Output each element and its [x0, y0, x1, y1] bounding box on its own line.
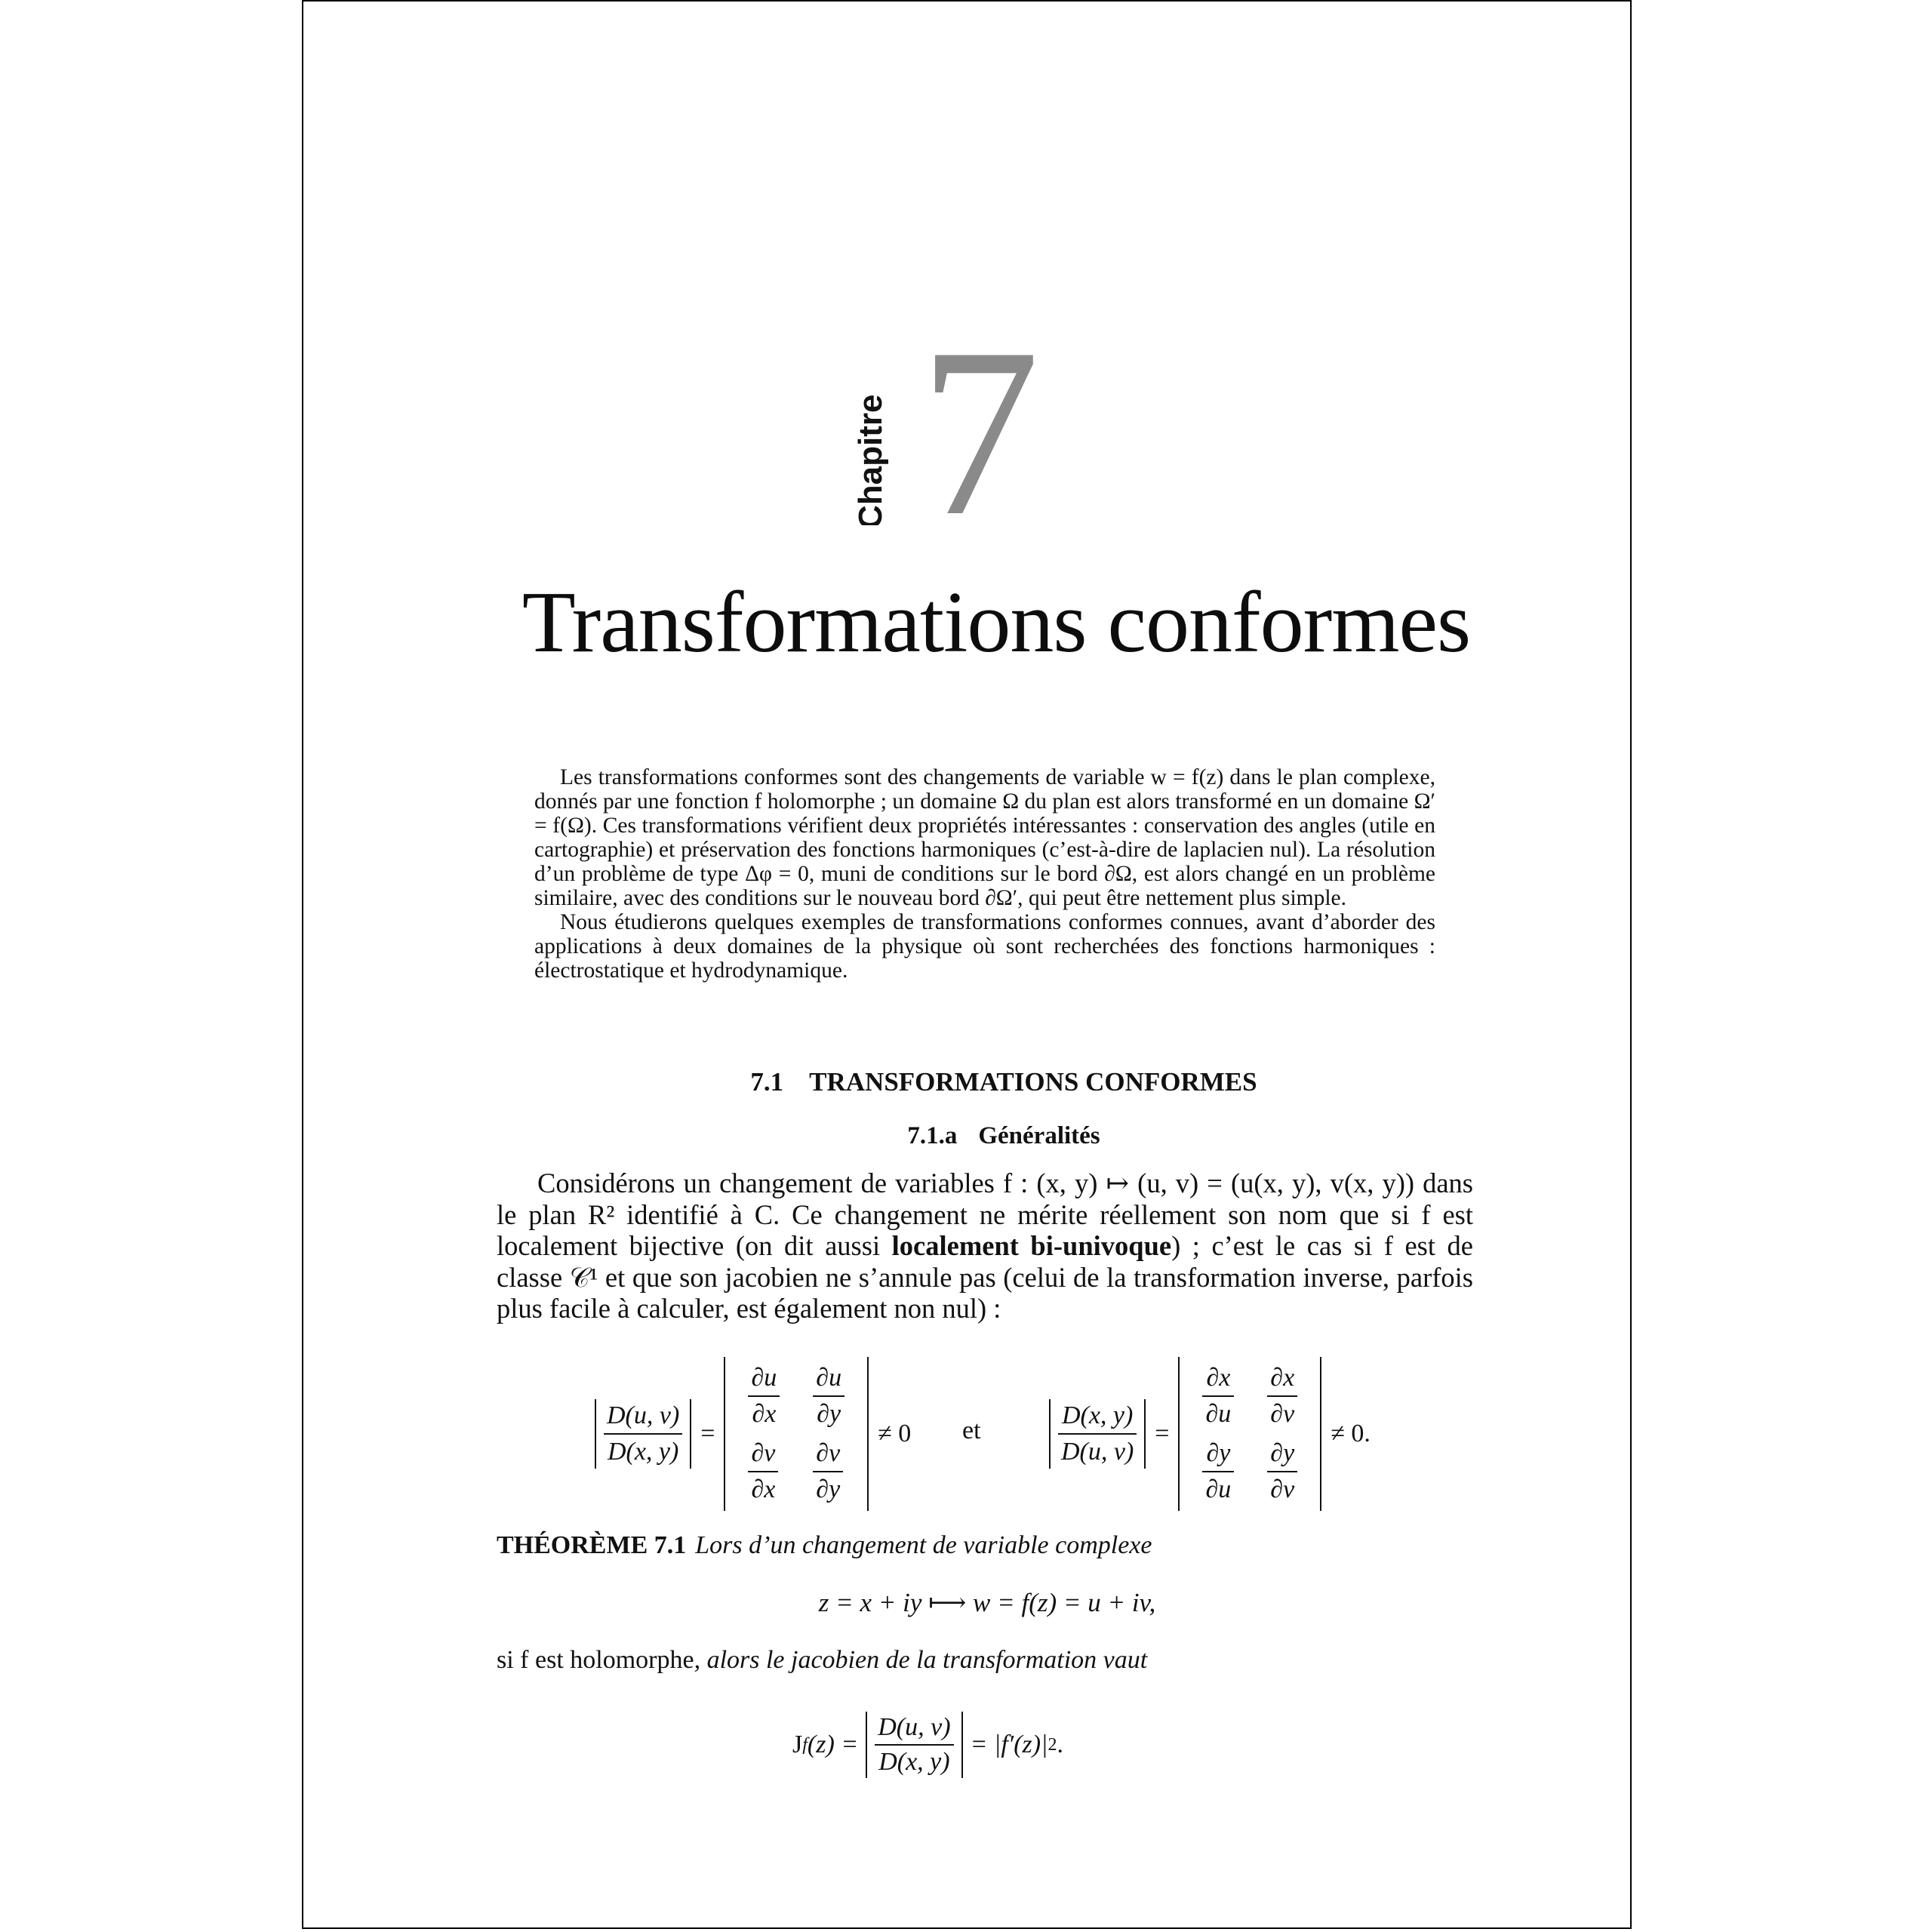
equals-sign: =	[700, 1420, 715, 1447]
jacobian-abs-right	[1049, 1399, 1146, 1469]
chapter-word-text: Chapitre	[852, 394, 889, 525]
not-equal-zero: ≠ 0.	[1331, 1420, 1371, 1447]
jacobian-result-equation	[792, 1700, 1260, 1790]
jacobian-argument: (z) =	[807, 1730, 859, 1758]
body-bold-term: localement bi-univoque	[891, 1230, 1172, 1261]
chapter-number: 7	[919, 299, 1040, 566]
subsection-title: Généralités	[978, 1122, 1100, 1149]
matrix-entry-num: ∂u	[816, 1364, 842, 1392]
section-number: 7.1	[750, 1067, 784, 1097]
jacobian-rhs: = |f′(z)|	[970, 1730, 1048, 1758]
equation-period: .	[1057, 1730, 1063, 1758]
theorem-continuation-italic: , alors le jacobien de la transformation vaut	[694, 1646, 1148, 1674]
matrix-entry-den: ∂v	[1267, 1471, 1297, 1505]
section-heading	[528, 1066, 1479, 1099]
jacobian-equation-right	[1049, 1351, 1371, 1517]
body-text-part-2: ) ; c’est le cas si f est de classe 𝒞¹ et que son jacobien ne s’annule pas (celui de la transformation inverse, parfois plus facile à calculer, est également non nul) :	[497, 1230, 1474, 1324]
matrix-entry-den: ∂u	[1202, 1395, 1234, 1429]
jacobian-equations	[581, 1351, 1457, 1517]
matrix-entry-den: ∂v	[1267, 1395, 1297, 1429]
fraction-numerator: D(u, v)	[878, 1713, 951, 1741]
theorem-statement-text: Lors d’un changement de variable complexe	[695, 1531, 1152, 1559]
jacobian-matrix-right	[1178, 1357, 1321, 1511]
jacobian-fraction-right	[1058, 1401, 1137, 1467]
jacobian-matrix-left	[724, 1357, 869, 1511]
not-equal-zero: ≠ 0	[878, 1420, 912, 1447]
fraction-denominator: D(u, v)	[1058, 1433, 1137, 1467]
matrix-entry-num: ∂v	[816, 1439, 841, 1467]
jacobian-abs	[866, 1712, 962, 1778]
theorem-continuation-plain: si f est holomorphe	[497, 1646, 694, 1674]
theorem-equation: z = x + iy ⟼ w = f(z) = u + iv,	[818, 1588, 1156, 1617]
body-paragraph	[497, 1168, 1473, 1324]
matrix-entry-den: ∂y	[813, 1471, 843, 1505]
matrix-entry-den: ∂u	[1202, 1471, 1234, 1505]
chapter-title: Transformations conformes	[521, 574, 1471, 671]
subsection-number: 7.1.a	[907, 1122, 958, 1149]
matrix-entry-den: ∂x	[748, 1471, 778, 1505]
jacobian-subscript: f	[802, 1734, 808, 1755]
fraction-numerator: D(x, y)	[1061, 1401, 1134, 1429]
abstract-paragraph-1: Les transformations conformes sont des changements de variable w = f(z) dans le plan complexe, donnés par une fonction f holomorphe ; un domaine Ω du plan est alors transformé en un domaine Ω′ = f(Ω). Ces transformations vérifient deux propriétés intéressantes : conservation des angles (utile en cartographie) et préservation des fonctions harmoniques (c’est-à-dire de laplacien nul). La résolution d’un problème de type Δφ = 0, muni de conditions sur le bord ∂Ω, est alors changé en un problème similaire, avec des conditions sur le nouveau bord ∂Ω′, qui peut être nettement plus simple.	[534, 765, 1435, 910]
jacobian-fraction	[875, 1713, 953, 1777]
theorem-label: THÉORÈME 7.1	[497, 1531, 687, 1559]
jacobian-exponent: 2	[1048, 1734, 1057, 1755]
jacobian-symbol: J	[792, 1730, 803, 1758]
matrix-entry-num: ∂x	[1270, 1364, 1295, 1392]
fraction-denominator: D(x, y)	[875, 1744, 953, 1777]
theorem-statement	[497, 1529, 1478, 1562]
section-title: TRANSFORMATIONS CONFORMES	[809, 1067, 1257, 1097]
matrix-entry-num: ∂x	[1206, 1364, 1231, 1392]
jacobian-fraction-left	[604, 1401, 682, 1467]
matrix-entry-num: ∂u	[751, 1364, 777, 1392]
jacobian-equation-left	[595, 1351, 911, 1517]
fraction-denominator: D(x, y)	[604, 1433, 682, 1467]
matrix-entry-num: ∂v	[751, 1439, 776, 1467]
chapter-abstract	[534, 765, 1435, 983]
matrix-entry-den: ∂x	[748, 1395, 780, 1429]
matrix-entry-num: ∂y	[1206, 1439, 1231, 1467]
body-text	[497, 1168, 1473, 1324]
equals-sign: =	[1155, 1420, 1170, 1447]
fraction-numerator: D(u, v)	[607, 1401, 680, 1429]
jacobian-abs-left	[595, 1399, 691, 1469]
subsection-heading	[528, 1120, 1479, 1152]
abstract-paragraph-2: Nous étudierons quelques exemples de transformations conformes connues, avant d’aborder des applications à deux domaines de la physique où sont recherchées des fonctions harmoniques : électrostatique et hydrodynamique.	[534, 910, 1435, 983]
matrix-entry-den: ∂y	[813, 1395, 844, 1429]
body-text-part-1: Considérons un changement de variables f : (x, y) ↦ (u, v) = (u(x, y), v(x, y)) dans le plan R² identifié à C. Ce changement ne mérite réellement son nom que si f est localement bijective (on dit aussi	[497, 1168, 1473, 1261]
theorem-continuation	[497, 1644, 1478, 1677]
matrix-entry-num: ∂y	[1270, 1439, 1295, 1467]
conjunction-et: et	[962, 1417, 981, 1444]
